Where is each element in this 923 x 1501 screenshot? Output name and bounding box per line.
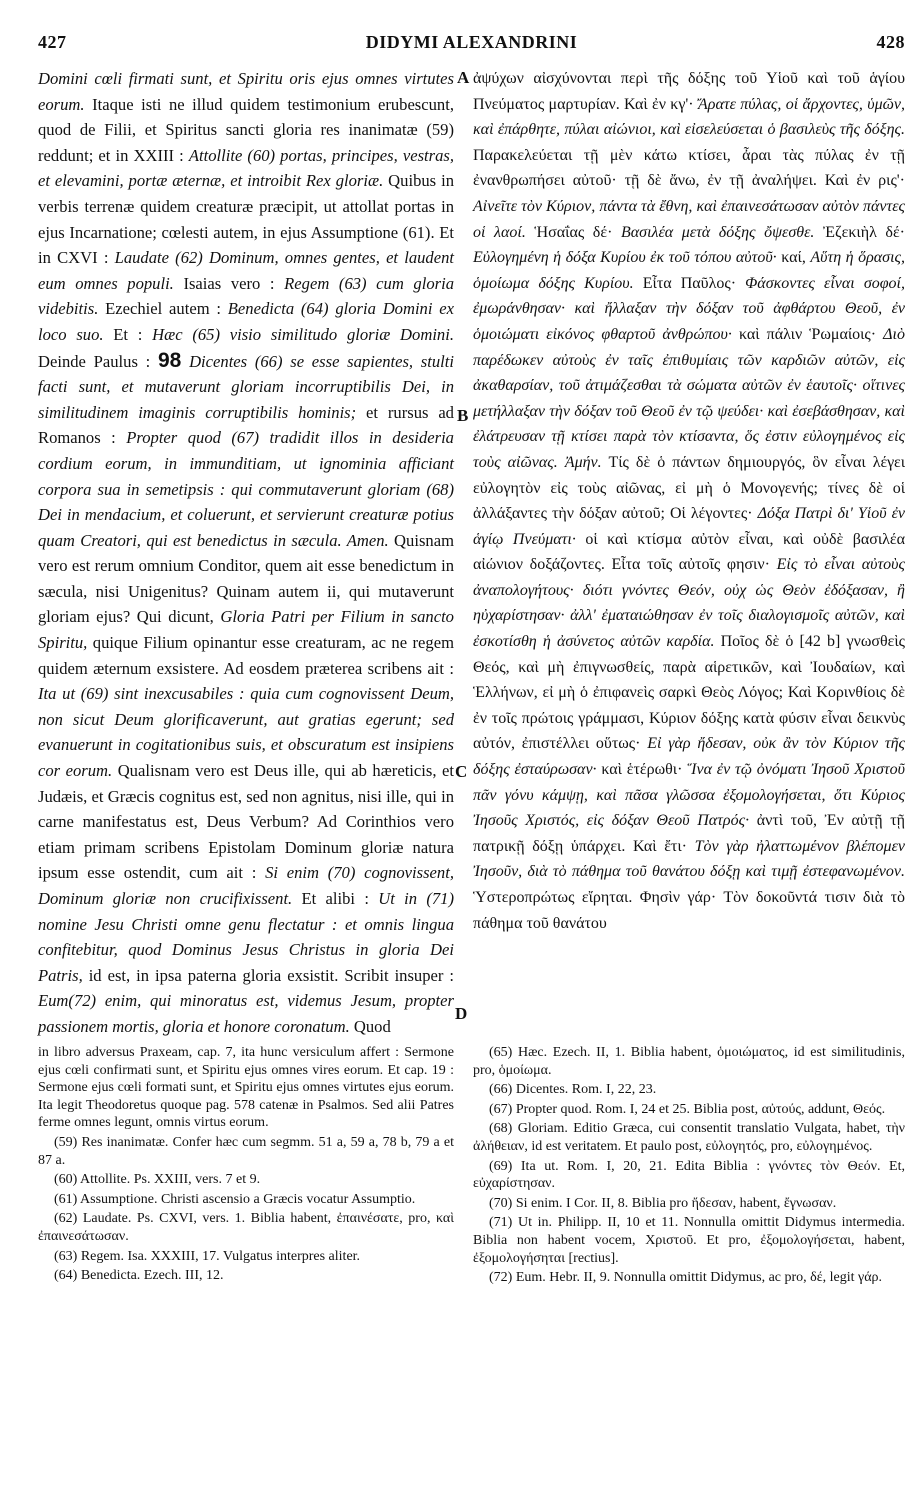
latin-text: Et alibi : <box>292 889 379 908</box>
running-header <box>38 32 905 62</box>
greek-quote: Βασιλέα μετὰ δόξης ὄψεσθε. <box>621 223 815 241</box>
greek-quote: Εἰ γὰρ ἤδεσαν, οὐκ ἂν τὸν Κύριον τῆς δόξης ἐσταύρωσαν· <box>473 735 906 779</box>
greek-text: καὶ ἑτέρωθι· <box>596 761 688 779</box>
greek-text: Εἶτα Παῦλος· <box>633 274 746 292</box>
latin-text: Et : <box>103 324 153 344</box>
footnote: (69) Ita ut. Rom. I, 20, 21. Edita Biblia : γνόντες τὸν Θεόν. Et, εὐχαρίστησαν. <box>473 1158 905 1192</box>
latin-text: quique Filium opinantur esse creaturam, ac ne regem quidem æternum exsistere. Ad eosdem præterea scribens ait : <box>38 633 454 678</box>
margin-letter-d: D <box>455 1004 468 1023</box>
greek-text: καί, <box>776 249 811 267</box>
greek-quote: Αἰνεῖτε τὸν Κύριον, πάντα τὰ ἔθνη, καὶ ἐπαινεσάτωσαν αὐτὸν πάντες οἱ λαοί. <box>473 197 905 241</box>
latin-text: Isaias vero : <box>173 273 285 293</box>
latin-column <box>38 66 454 1036</box>
latin-quote: Eum(72) enim, qui minoratus est, videmus Jesum, propter passionem mortis, gloria et honore coronatum. <box>38 991 454 1036</box>
footnote: (67) Propter quod. Rom. I, 24 et 25. Biblia post, αὐτούς, addunt, Θεός. <box>489 1101 886 1117</box>
latin-quote: Laudate (62) Dominum, omnes gentes, et laudent eum omnes populi. <box>38 248 454 293</box>
greek-quote: Αὕτη ἡ ὅρασις, ὁμοίωμα δόξης Κυρίου. <box>473 249 906 292</box>
greek-quote: Ἵνα ἐν τῷ ὀνόματι Ἰησοῦ Χριστοῦ πᾶν γόνυ κάμψῃ, καὶ πᾶσα γλῶσσα ἐξομολογήσεται, ὅτι Κύριος Ἰησοῦς Χριστός, εἰς δόξαν Θεοῦ Πατρός· <box>473 761 905 830</box>
margin-letter-a: A <box>457 68 470 87</box>
latin-quote: Benedicta (64) gloria Domini ex loco suo. <box>38 299 454 344</box>
footnote: (63) Regem. Isa. XXXIII, 17. Vulgatus interpres aliter. <box>54 1248 361 1264</box>
latin-quote: Ita ut (69) sint inexcusabiles : quia cum cognovissent Deum, non sicut Deum glorificaverunt, aut gratias egerunt; sed evanuerunt in cogitationibus suis, et obscuratum est insipiens cor eorum. <box>38 684 454 781</box>
latin-quote: Ut in (71) nomine Jesu Christi omne genu flectatur : et omnis lingua confitebitur, quod Dominus Jesus Christus in gloria Dei Patris, <box>38 889 454 985</box>
greek-text: Τίς δὲ ὁ πάντων δημιουργός, ὃν εἶναι λέγει εὐλογητὸν εἰς τοὺς αἰῶνας, εἰ μὴ ὁ Μονογενής; τίνες δὲ οἱ ἀλλάξαντες τὴν δόξαν αὐτοῦ; Οἱ λέγοντες· <box>473 453 905 523</box>
greek-quote: Δόξα Πατρὶ δι' Υἱοῦ ἐν ἁγίῳ Πνεύματι· <box>473 505 905 548</box>
footnote: (72) Eum. Hebr. II, 9. Nonnulla omittit Didymus, ac pro, δέ, legit γάρ. <box>489 1270 883 1286</box>
greek-text: ἀψύχων αἰσχύνονται περὶ τῆς δόξης τοῦ Υἱοῦ καὶ τοῦ ἁγίου Πνεύματος μαρτυρίαν. Καὶ ἐν κγ'· <box>473 70 905 113</box>
footnote: (70) Si enim. I Cor. II, 8. Biblia pro ἤδεσαν, habent, ἔγνωσαν. <box>489 1195 837 1211</box>
footnote: (71) Ut in. Philipp. II, 10 et 11. Nonnulla omittit Didymus intermedia. Biblia non habent vocem, Χριστοῦ. Et pro, ἐξομολογήσεται, habent, ἐξομολογήσηται [rectius]. <box>473 1215 905 1266</box>
page-number-right: 428 <box>876 32 905 52</box>
greek-text: οἱ καὶ κτίσμα αὐτὸν εἶναι, καὶ οὐδὲ βασιλέα αἰώνιον δοξάζοντες. Εἶτα τοῖς αὐτοῖς φησιν· <box>473 530 906 574</box>
greek-column <box>473 66 905 1010</box>
footnotes-right <box>473 1044 905 1484</box>
latin-text: Quibus in verbis terrenæ quidem creaturæ præcipit, ut attollat portas in ejus Incarnatione; cœlesti autem, in ejus Assumptione (61). Et in CXVI : <box>38 171 454 268</box>
greek-quote: Τὸν γὰρ ἠλαττωμένον βλέπομεν Ἰησοῦν, διὰ τὸ πάθημα τοῦ θανάτου δόξῃ καὶ τιμῇ ἐστεφανωμένον. <box>473 837 905 881</box>
latin-quote: Domini cœli firmati sunt, et Spiritu oris ejus omnes virtutes eorum. <box>38 69 454 114</box>
footnote: (60) Attollite. Ps. XXIII, vers. 7 et 9. <box>54 1172 261 1188</box>
latin-text: Qualisnam vero est Deus ille, qui ab hæreticis, et Judæis, et Græcis cognitus est, sed non agnitus, nisi ille, qui in carne manifestatus est, Deus Verbum? Ad Corinthios vero etiam primam scribens Epistolam Dominum gloriæ natura ipsum esse ostendit, cum ait : <box>38 761 454 883</box>
running-title: DIDYMI ALEXANDRINI <box>365 32 578 52</box>
greek-text: Ἐζεκιὴλ δέ· <box>814 223 906 241</box>
greek-text: Ἡσαΐας δέ· <box>525 223 621 241</box>
footnote: (62) Laudate. Ps. CXVI, vers. 1. Biblia habent, ἐπαινέσατε, pro, καὶ ἐπαινεσάτωσαν. <box>38 1211 454 1244</box>
latin-quote: Hæc (65) visio similitudo gloriæ Domini. <box>152 324 454 344</box>
footnote: (61) Assumptione. Christi ascensio a Græcis vocatur Assumptio. <box>54 1191 416 1207</box>
greek-quote: Ἄρατε πύλας, οἱ ἄρχοντες, ὑμῶν, καὶ ἐπάρθητε, πύλαι αἰώνιοι, καὶ εἰσελεύσεται ὁ βασιλεὺς τῆς δόξης. <box>473 95 906 139</box>
greek-text: Ποῖος δὲ ὁ [42 b] γνωσθεὶς Θεός, καὶ μὴ ἐπιγνωσθείς, παρὰ αἱρετικῶν, καὶ Ἰουδαίων, καὶ Ἑλλήνων, εἰ μὴ ὁ ἐπιφανεὶς σαρκὶ Θεὸς Λόγος; Καὶ Κορινθίοις δὲ ἐν τοῖς πρώτοις γράμμασι, Κύριον δόξης κατὰ φύσιν εἶναι δεικνὺς αὐτόν, ἐπιστέλλει οὕτως· <box>473 633 905 753</box>
latin-paragraph <box>38 66 454 1040</box>
latin-text: Quisnam vero est rerum omnium Conditor, quem ait esse benedictum in sæcula, nisi Unigenitus? Quinam autem ii, qui mutaverunt gloriam ejus? Qui dicunt, <box>38 530 454 627</box>
latin-quote: Propter quod (67) tradidit illos in desideria cordium eorum, in immunditiam, ut ignominia afficiant corpora sua in semetipsis : qui commutaverunt gloriam (68) Dei in mendacium, et coluerunt, et servierunt creaturæ potius quam Creatori, qui est benedictus in sæcula. Amen. <box>38 428 454 550</box>
latin-text: Itaque isti ne illud quidem testimonium erubescunt, quod de Filii, et Spiritus sancti gloria res inanimatæ (59) reddunt; et in XXIII : <box>38 94 454 165</box>
latin-quote: Gloria Patri per Filium in sancto Spiritu, <box>38 607 454 653</box>
latin-text: et rursus ad Romanos : <box>38 402 454 448</box>
footnote: (68) Gloriam. Editio Græca, cui consentit translatio Vulgata, habet, τὴν ἀλήθειαν, id est veritatem. Et paulo post, εὐλογητός, pro, εὐλογημένος. <box>473 1121 905 1154</box>
footnote: in libro adversus Praxeam, cap. 7, ita hunc versiculum affert : Sermone ejus cœli confirmati sunt, et Spiritu ejus omnes vires eorum. Et cap. 19 : Sermone ejus cœli formati sunt, et Spiritu ejus omnes virtutes ejus eorum. Ita legit Theodoretus quoque pag. 578 catenæ in Psalmos. Sed alii Patres ferme omnes legunt, omnis virtus eorum. <box>38 1045 454 1131</box>
latin-text: Quod <box>349 1016 391 1036</box>
latin-quote: Regem (63) cum gloria videbitis. <box>38 273 454 319</box>
greek-quote: Διὸ παρέδωκεν αὐτοὺς ἐν ταῖς ἐπιθυμίαις τῶν καρδιῶν αὐτῶν, εἰς ἀκαθαρσίαν, τοῦ ἀτιμάζεσθαι τὰ σώματα αὐτῶν ἐν ἑαυτοῖς· οἵτινες μετήλλαξαν τὴν δόξαν τοῦ Θεοῦ ἐν τῷ ψεύδει· καὶ ἐσεβάσθησαν, καὶ ἐλάτρευσαν τῇ κτίσει παρὰ τὸν κτίσαντα, ὅς ἐστιν εὐλογημένος εἰς τοὺς αἰῶνας. Ἀμήν. <box>473 325 905 471</box>
margin-letter-b: B <box>457 406 469 425</box>
footnote: (66) Dicentes. Rom. I, 22, 23. <box>489 1082 657 1098</box>
greek-text: Ὑστεροπρώτως εἴρηται. Φησὶν γάρ· Τὸν δοκοῦντά τισιν διὰ τὸ πάθημα τοῦ θανάτου <box>473 889 905 932</box>
latin-quote: Attollite (60) portas, principes, vestras, et elevamini, portæ æternæ, et introibit Rex gloriæ. <box>38 145 454 191</box>
footnote: (65) Hæc. Ezech. II, 1. Biblia habent, ὁμοιώματος, id est similitudinis, pro, ὁμοίωμα. <box>473 1045 905 1078</box>
greek-text: Παρακελεύεται τῇ μὲν κάτω κτίσει, ἆραι τὰς πύλας ἐν τῇ ἐνανθρωπήσει αὐτοῦ· τῇ δὲ ἄνω, ἐν τῇ ἀναλήψει. Καὶ ἐν ρις'· <box>473 146 905 190</box>
latin-text: id est, in ipsa paterna gloria exsistit. Scribit insuper : <box>82 965 454 985</box>
footnote: (64) Benedicta. Ezech. III, 12. <box>54 1268 224 1284</box>
latin-quote: Dicentes (66) se esse sapientes, stulti facti sunt, et mutaverunt gloriam incorruptibilis Dei, in similitudinem imaginis corruptibilis hominis; <box>38 351 454 422</box>
latin-text: Deinde Paulus : <box>38 351 158 371</box>
page-number-left: 427 <box>38 32 67 52</box>
greek-quote: Φάσκοντες εἶναι σοφοί, ἐμωράνθησαν· καὶ ἤλλαξαν τὴν δόξαν τοῦ ἀφθάρτου Θεοῦ, ἐν ὁμοιώματι εἰκόνος φθαρτοῦ ἀνθρώπου· <box>473 274 905 343</box>
latin-quote: Si enim (70) cognovissent, Dominum gloriæ non crucifixissent. <box>38 863 454 908</box>
latin-text: Ezechiel autem : <box>98 299 228 319</box>
greek-quote: Εὐλογημένη ἡ δόξα Κυρίου ἐκ τοῦ τόπου αὐτοῦ· <box>473 249 777 267</box>
greek-quote: Εἰς τὸ εἶναι αὐτοὺς ἀναπολογήτους· διότι γνόντες Θεόν, οὐχ ὡς Θεὸν ἐδόξασαν, ἢ ηὐχαρίστησαν· ἀλλ' ἐματαιώθησαν ἐν τοῖς διαλογισμοῖς αὐτῶν, καὶ ἐσκοτίσθη ἡ ἀσύνετος αὐτῶν καρδία. <box>473 556 906 651</box>
margin-letter-c: C <box>455 762 468 781</box>
greek-paragraph <box>473 66 905 936</box>
greek-text: καὶ πάλιν Ῥωμαίοις· <box>731 325 884 343</box>
greek-text: ἀντὶ τοῦ, Ἐν αὐτῇ τῇ πατρικῇ δόξῃ ὑπάρχει. Καὶ ἔτι· <box>473 812 905 855</box>
column-marker: 98 <box>157 348 182 372</box>
footnote: (59) Res inanimatæ. Confer hæc cum segmm. 51 a, 59 a, 78 b, 79 a et 87 a. <box>38 1134 454 1168</box>
footnotes-left <box>38 1044 454 1484</box>
